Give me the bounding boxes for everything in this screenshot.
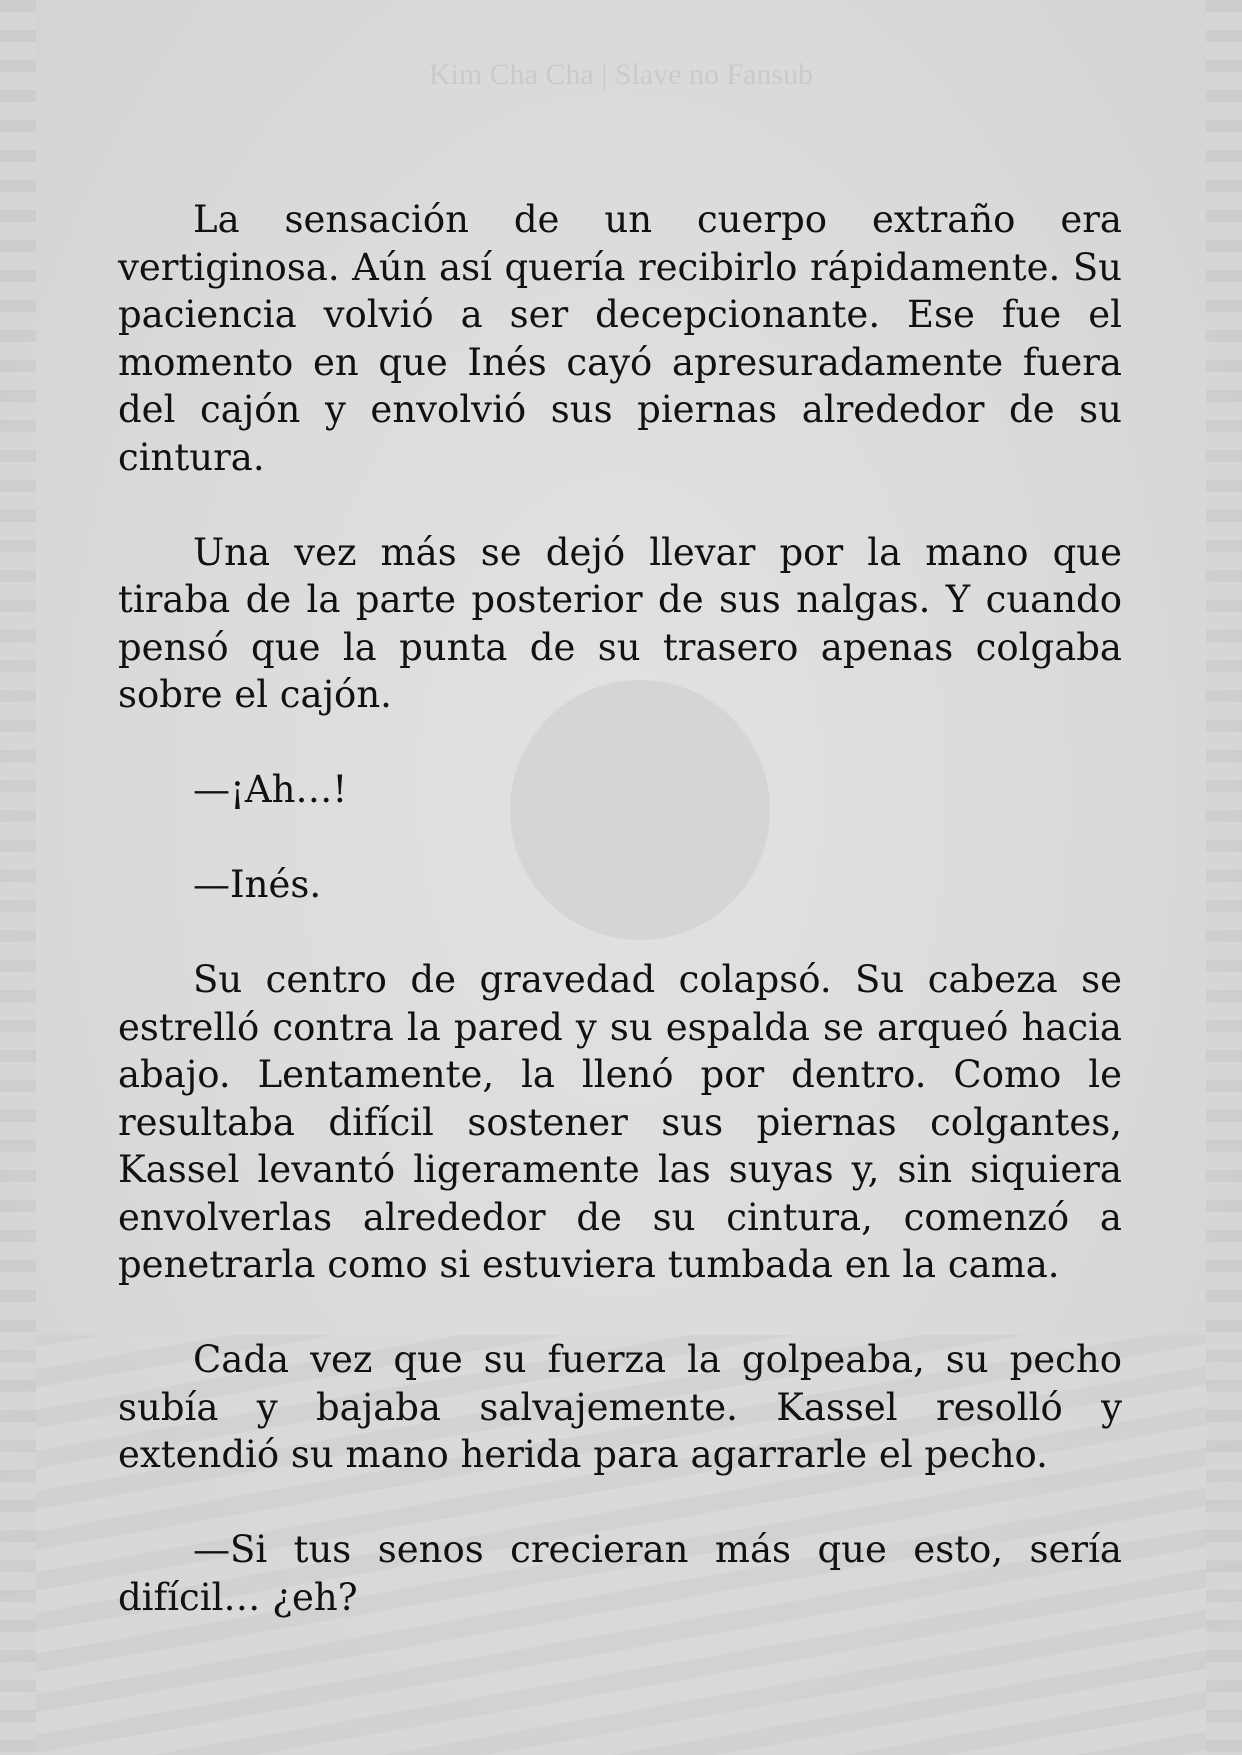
dialogue: —Si tus senos crecieran más que esto, sería difícil… ¿eh? [118,1528,1122,1619]
paragraph: Una vez más se dejó llevar por la mano que tiraba de la parte posterior de sus nalgas. Y cuando pensó que la punta de su trasero apenas colgaba sobre el cajón. [118,530,1122,716]
ornament-border-right [1206,0,1242,1755]
page-text [118,196,1122,1669]
ornament-border-left [0,0,36,1755]
header-watermark: Kim Cha Cha | Slave no Fansub [428,58,814,91]
paragraph: Cada vez que su fuerza la golpeaba, su pecho subía y bajaba salvajemente. Kassel resolló y extendió su mano herida para agarrarle el pecho. [118,1338,1122,1476]
paragraph: Su centro de gravedad colapsó. Su cabeza se estrelló contra la pared y su espalda se arqueó hacia abajo. Lentamente, la llenó por dentro. Como le resultaba difícil sostener sus piernas colgantes, Kassel levantó ligeramente las suyas y, sin siquiera envolverlas alrededor de su cintura, comenzó a penetrarla como si estuviera tumbada en la cama. [118,958,1122,1286]
dialogue: —¡Ah…! [193,768,348,811]
dialogue: —Inés. [193,863,322,906]
paragraph: La sensación de un cuerpo extraño era vertiginosa. Aún así quería recibirlo rápidamente. Su paciencia volvió a ser decepcionante. Ese fue el momento en que Inés cayó apresuradamente fuera del cajón y envolvió sus piernas alrededor de su cintura. [118,198,1122,479]
